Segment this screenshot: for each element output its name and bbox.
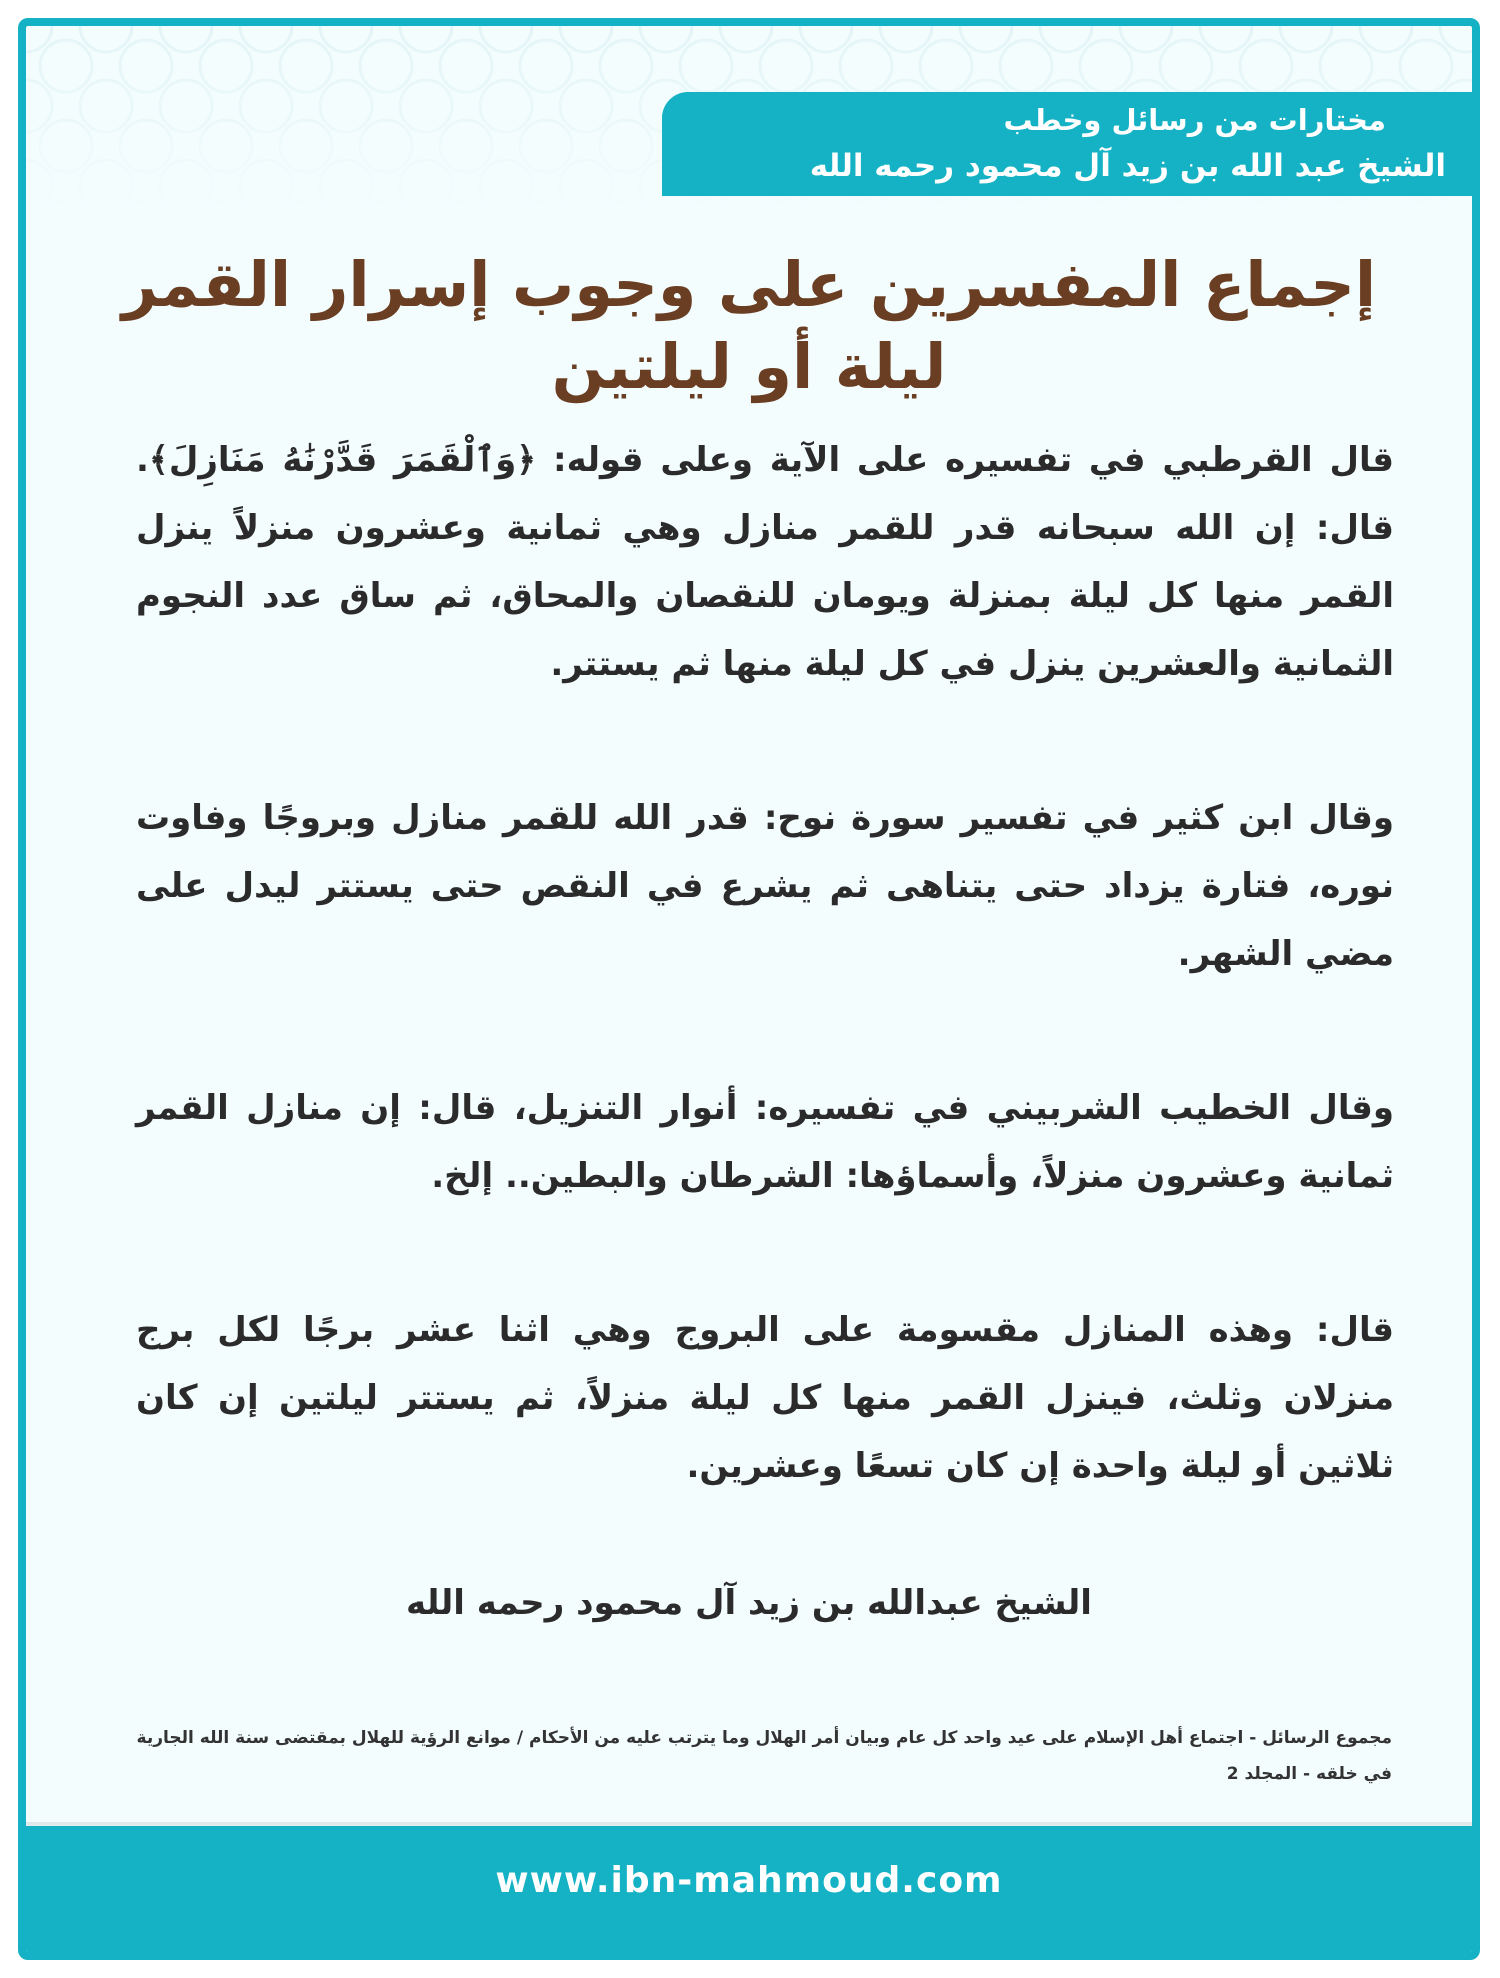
article-body — [136, 426, 1394, 1586]
header-author: الشيخ عبد الله بن زيد آل محمود رحمه الله — [809, 148, 1446, 184]
page-title: إجماع المفسرين على وجوب إسرار القمر ليلة أو ليلتين — [121, 248, 1377, 403]
source-reference: مجموع الرسائل - اجتماع أهل الإسلام على عيد واحد كل عام وبيان أمر الهلال وما يترتب عليه من الأحكام / موانع الرؤية للهلال بمقتضى سنة الله الجارية في خلقه - المجلد 2 — [136, 1728, 1392, 1784]
header-band — [662, 92, 1472, 196]
footer-band — [26, 1826, 1472, 1952]
header-subtitle: مختارات من رسائل وخطب — [1003, 103, 1386, 137]
paragraph-ibn-kathir: وقال ابن كثير في تفسير سورة نوح: قدر الله للقمر منازل وبروجًا وفاوت نوره، فتارة يزداد حتى يتناهى ثم يشرع في النقص حتى يستتر ليدل على مضي الشهر. — [136, 798, 1394, 974]
website-link[interactable]: www.ibn-mahmoud.com — [495, 1859, 1003, 1901]
paragraph-conclusion: قال: وهذه المنازل مقسومة على البروج وهي اثنا عشر برجًا لكل برج منزلان وثلث، فينزل القمر منها كل ليلة منزلاً، ثم يستتر ليلتين إن كان ثلاثين أو ليلة واحدة إن كان تسعًا وعشرين. — [136, 1310, 1394, 1486]
paragraph-shirbini: وقال الخطيب الشربيني في تفسيره: أنوار التنزيل، قال: إن منازل القمر ثمانية وعشرون منزلاً، وأسماؤها: الشرطان والبطين.. إلخ. — [136, 1088, 1394, 1196]
paragraph-qurtubi: قال القرطبي في تفسيره على الآية وعلى قوله: ﴿وَٱلْقَمَرَ قَدَّرْنَٰهُ مَنَازِلَ﴾. قال: إن الله سبحانه قدر للقمر منازل وهي ثمانية وعشرون منزلاً ينزل القمر منها كل ليلة بمنزلة ويومان للنقصان والمحاق، ثم ساق عدد النجوم الثمانية والعشرين ينزل في كل ليلة منها ثم يستتر. — [136, 440, 1394, 684]
page-frame — [18, 18, 1480, 1960]
author-signature: الشيخ عبدالله بن زيد آل محمود رحمه الله — [406, 1583, 1092, 1623]
